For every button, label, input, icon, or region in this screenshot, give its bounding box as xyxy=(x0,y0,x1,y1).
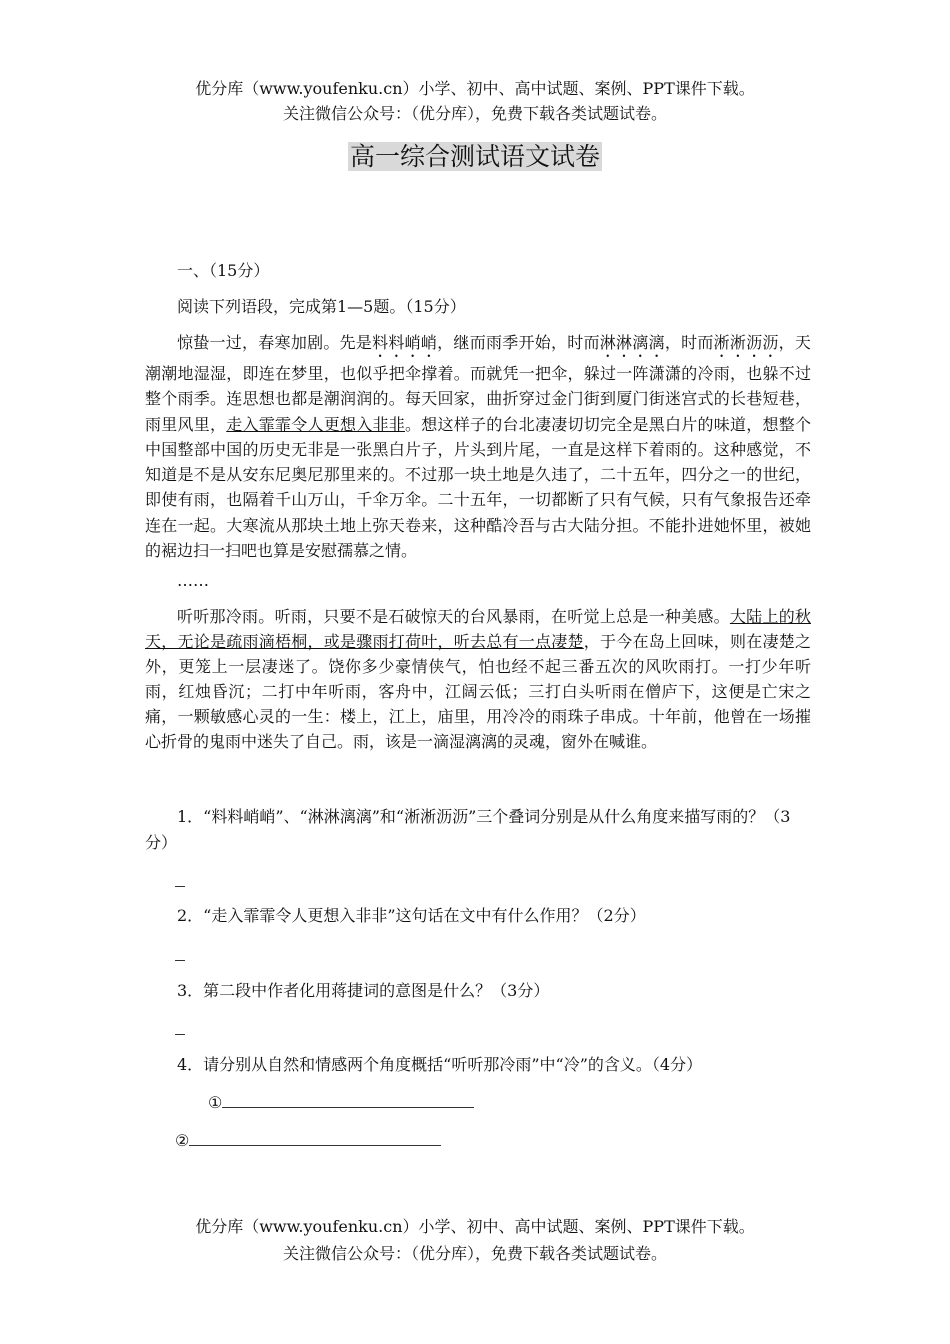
answer-4-2-mark: ② xyxy=(175,1131,190,1150)
passage-1-seg-2: ，继而雨季开始，时而 xyxy=(437,333,600,352)
question-2 xyxy=(145,903,811,929)
answer-4-2-blank[interactable] xyxy=(189,1129,441,1146)
answer-4-1-mark: ① xyxy=(208,1093,223,1112)
answer-line-3 xyxy=(175,1034,185,1035)
passage-2-text xyxy=(145,604,811,754)
emphasis-liaoliaoqiaoqiao: 料料峭峭 xyxy=(372,333,438,352)
underlined-sentence-1: 走入霏霏令人更想入非非 xyxy=(226,414,405,434)
passage-1-seg-1: 惊蛰一过，春寒加剧。先是 xyxy=(177,333,373,352)
answer-line-1 xyxy=(175,886,185,887)
question-1 xyxy=(145,804,811,856)
answer-line-2 xyxy=(175,960,185,961)
emphasis-linlinlili: 淋淋漓漓 xyxy=(599,333,665,352)
page-title-text: 高一综合测试语文试卷 xyxy=(349,142,600,171)
question-4 xyxy=(145,1052,811,1078)
footer-line-2: 关注微信公众号：（优分库），免费下载各类试题试卷。 xyxy=(282,1244,667,1263)
question-2-text: 2．“走入霏霏令人更想入非非”这句话在文中有什么作用？（2分） xyxy=(177,906,646,925)
passage-1-seg-5: 。想这样子的台北凄凄切切完全是黑白片的味道，想整个中国整部中国的历史无非是一张黑白片子，片头到片尾，一直是这样下着雨的。这种感觉，不知道是不是从安东尼奥尼那里来的。不过那一块土地是久违了，二十五年，四分之一的世纪，即使有雨，也隔着千山万山，千伞万伞。二十五年，一切都断了只有气候，只有气象报告还牵连在一起。大寒流从那块土地上弥天卷来，这种酷冷吾与古大陆分担。不能扑进她怀里，被她的裾边扫一扫吧也算是安慰孺慕之情。 xyxy=(145,414,811,561)
passage-2 xyxy=(145,604,811,754)
question-3 xyxy=(145,978,811,1004)
underlined-sentence-2: 大陆上的秋天，无论是疏雨滴梧桐，或是骤雨打荷叶，听去总有一点凄楚 xyxy=(145,607,811,651)
question-4-text: 4．请分别从自然和情感两个角度概括“听听那冷雨”中“冷”的含义。（4分） xyxy=(177,1055,703,1074)
ellipsis: …… xyxy=(177,571,209,590)
passage-1-text xyxy=(145,330,811,563)
answer-4-2 xyxy=(175,1129,475,1152)
emphasis-xixilili: 淅淅沥沥 xyxy=(713,333,779,352)
header-line-2: 关注微信公众号：（优分库），免费下载各类试题试卷。 xyxy=(282,104,667,123)
passage-1-seg-4: ，天潮潮地湿湿，即连在梦里，也似乎把伞撑着。而就凭一把伞，躲过一阵潇潇的冷雨，也躲不过整个雨季。连思想也都是潮润润的。每天回家，曲折穿过金门街到厦门街迷宫式的长巷短巷，雨里风里， xyxy=(145,333,811,434)
passage-1 xyxy=(145,330,811,563)
question-3-text: 3．第二段中作者化用蒋捷词的意图是什么？（3分） xyxy=(177,981,550,1000)
section-instruction: 阅读下列语段，完成第1—5题。（15分） xyxy=(177,297,466,316)
header-line-1: 优分库（www.youfenku.cn）小学、初中、高中试题、案例、PPT课件下载。 xyxy=(195,79,755,98)
answer-4-1-blank[interactable] xyxy=(222,1091,474,1108)
question-1-text: 1．“料料峭峭”、“淋淋漓漓”和“淅淅沥沥”三个叠词分别是从什么角度来描写雨的？（3分） xyxy=(145,807,791,852)
answer-4-1 xyxy=(208,1091,508,1114)
passage-2-seg-2: ，于今在岛上回味，则在凄楚之外，更笼上一层凄迷了。饶你多少豪情侠气，怕也经不起三番五次的风吹雨打。一打少年听雨，红烛昏沉；二打中年听雨，客舟中，江阔云低；三打白头听雨在僧庐下，这便是亡宋之痛，一颗敏感心灵的一生：楼上，江上，庙里，用冷冷的雨珠子串成。十年前，他曾在一场摧心折骨的鬼雨中迷失了自己。雨，该是一滴湿漓漓的灵魂，窗外在喊谁。 xyxy=(145,632,811,751)
passage-2-seg-1: 听听那冷雨。听雨，只要不是石破惊天的台风暴雨，在听觉上总是一种美感。 xyxy=(177,607,730,626)
section-heading: 一、（15分） xyxy=(177,261,270,280)
page-title xyxy=(0,140,950,174)
footer-line-1: 优分库（www.youfenku.cn）小学、初中、高中试题、案例、PPT课件下载。 xyxy=(195,1217,755,1236)
passage-1-seg-3: ，时而 xyxy=(664,333,714,352)
